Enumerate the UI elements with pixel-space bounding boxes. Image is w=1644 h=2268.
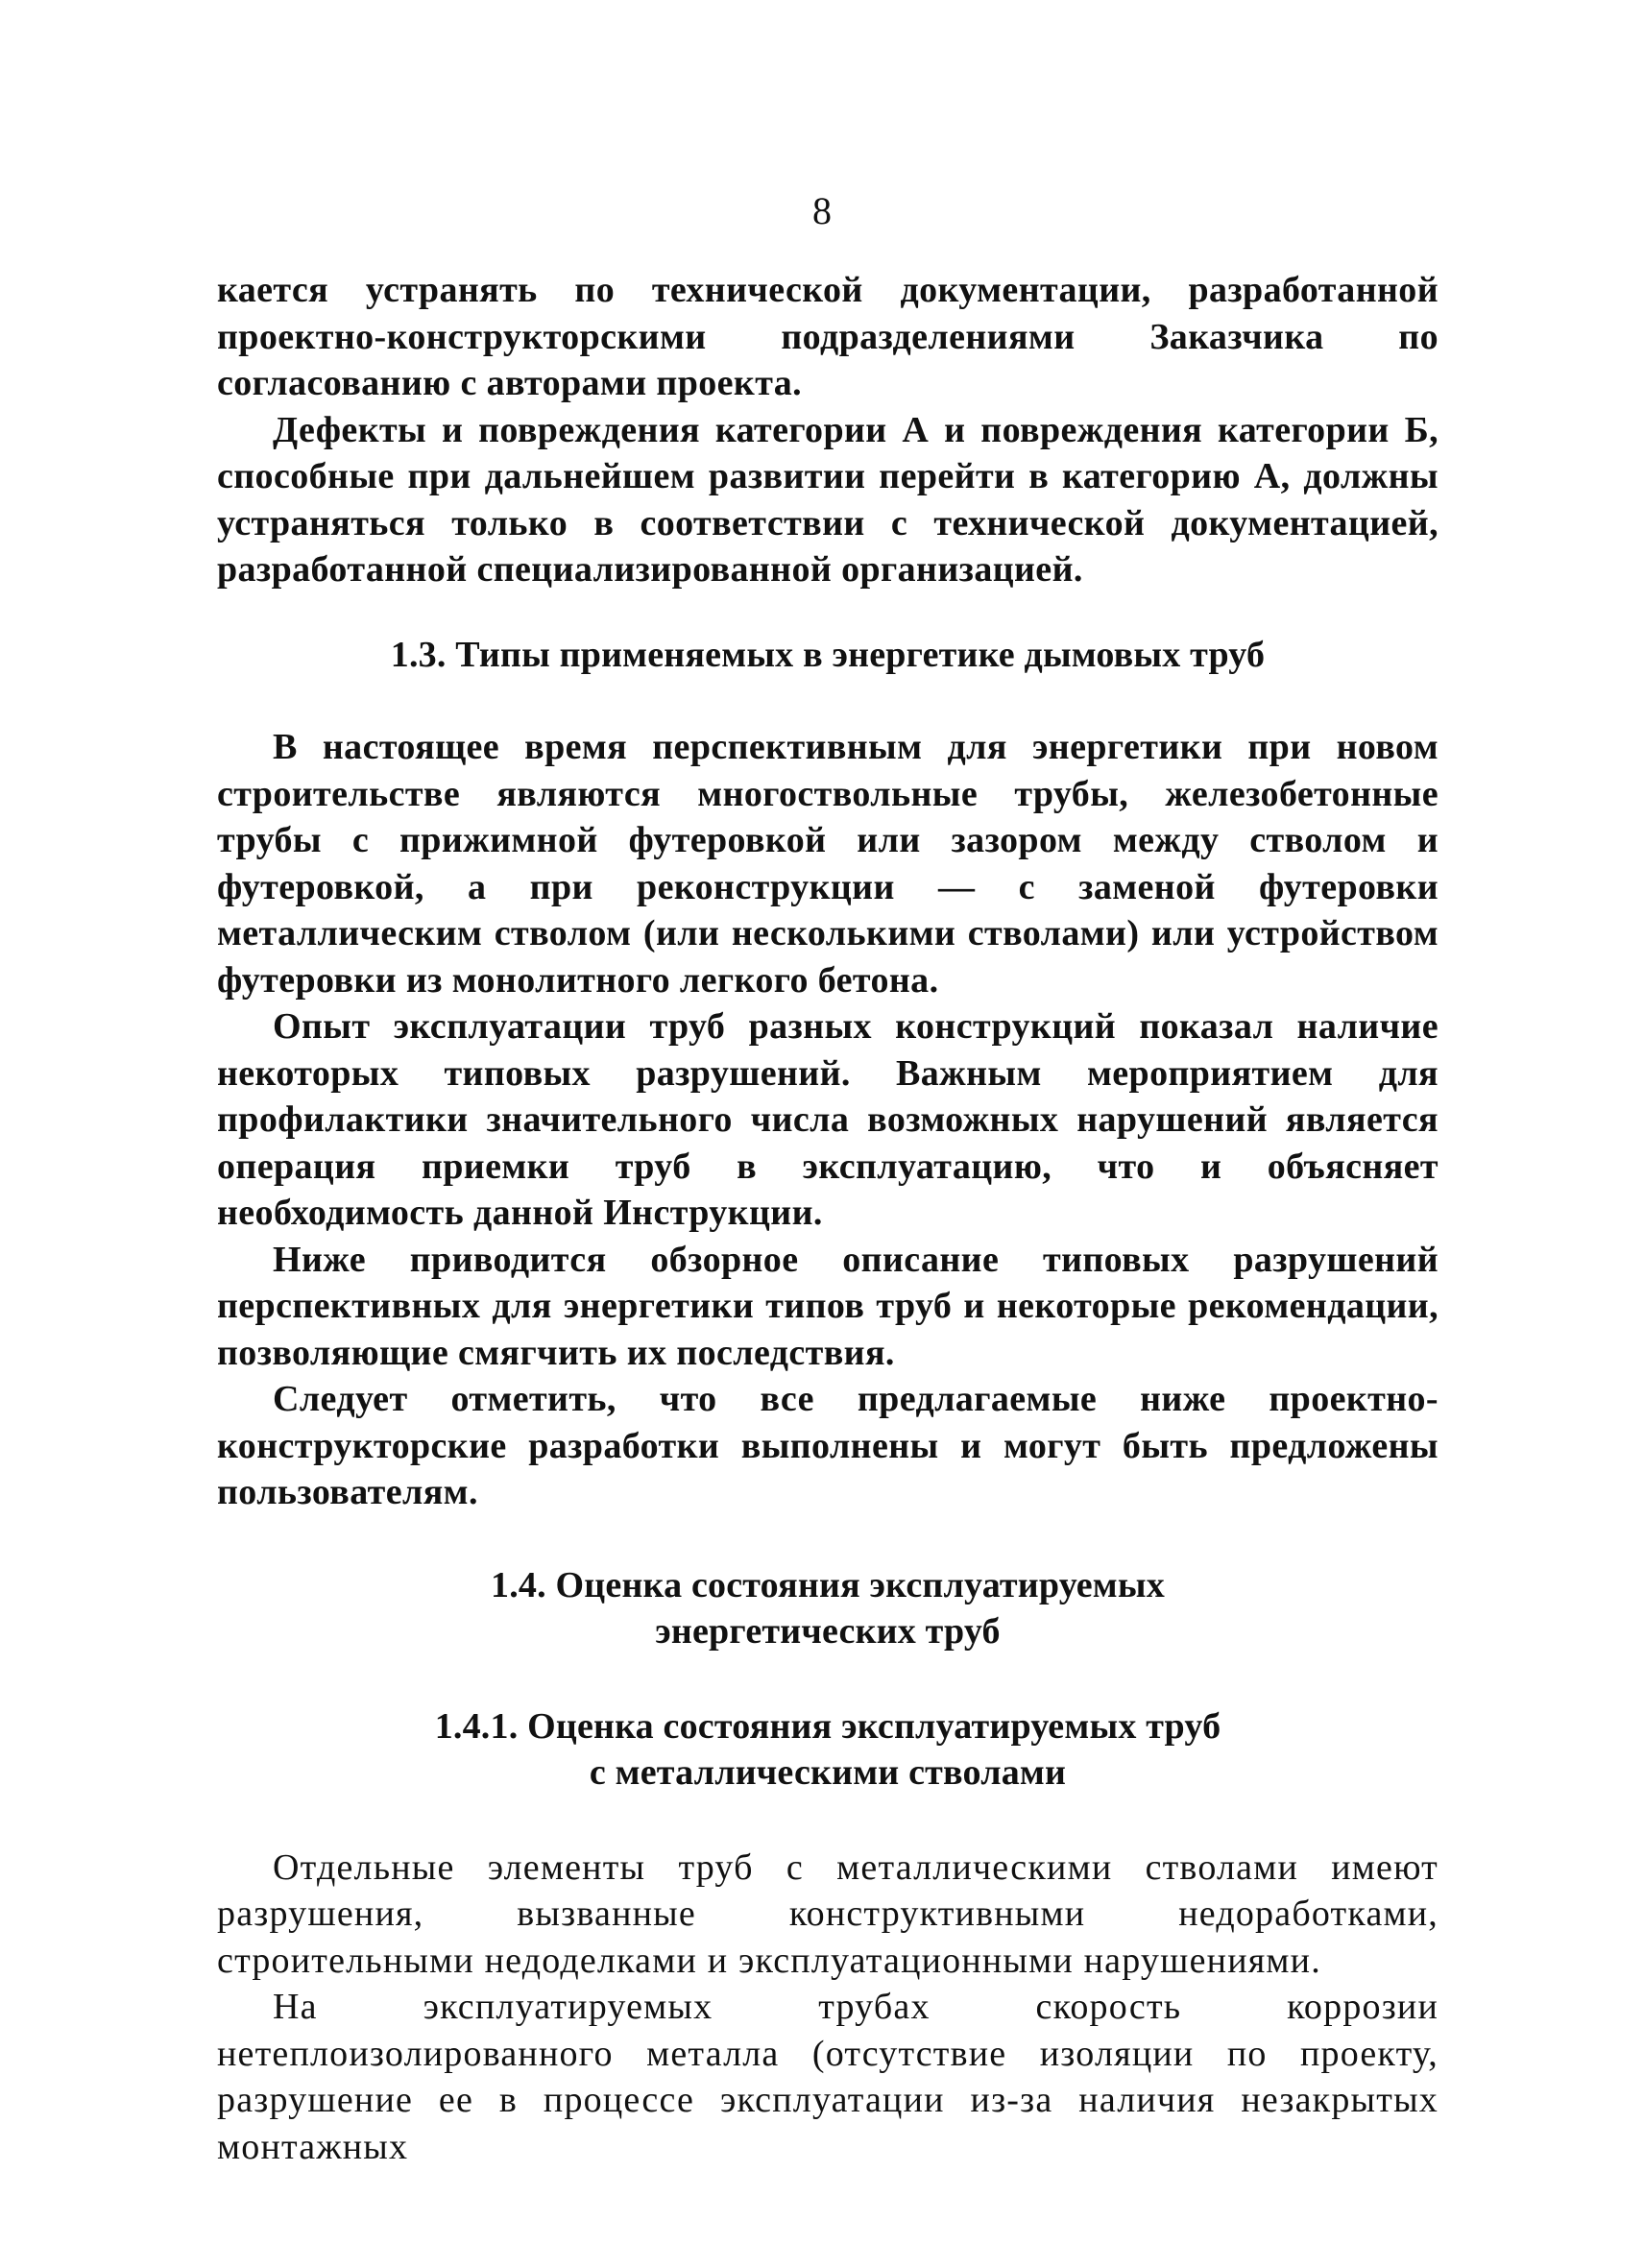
section-heading-1-4-line1: 1.4. Оценка состояния эксплуатируемых [491, 1564, 1165, 1605]
section-heading-1-4-1 [217, 1703, 1438, 1797]
paragraph-operation-experience: Опыт эксплуатации труб разных конструкций показал наличие некоторых типовых разрушений. Важным мероприятием для профилактики значительного числа возможных нарушений является операция приемки труб в эксплуатацию, что и объясняет необходимость данной Инструкции. [217, 1006, 1438, 1233]
page-content [217, 267, 1438, 2170]
section-heading-1-4 [217, 1562, 1438, 1655]
section-heading-1-3: 1.3. Типы применяемых в энергетике дымовых труб [390, 634, 1266, 675]
paragraph-corrosion: На эксплуатируемых трубах скорость коррозии нетеплоизолированного металла (отсутствие изоляции по проекту, разрушение ее в процессе эксплуатации из-за наличия незакрытых монтажных [217, 1987, 1438, 2167]
section-heading-1-4-1-line1: 1.4.1. Оценка состояния эксплуатируемых труб [434, 1705, 1221, 1747]
paragraph-note: Следует отметить, что все предлагаемые ниже проектно-конструкторские разработки выполнены и могут быть предложены пользователям. [217, 1379, 1438, 1512]
paragraph-metal-elements: Отдельные элементы труб с металлическими стволами имеют разрушения, вызванные конструктивными недоработками, строительными недоделками и эксплуатационными нарушениями. [217, 1846, 1438, 1981]
paragraph-overview: Ниже приводится обзорное описание типовых разрушений перспективных для энергетики типов труб и некоторые рекомендации, позволяющие смягчить их последствия. [217, 1239, 1438, 1373]
paragraph-prospective-pipes: В настоящее время перспективным для энергетики при новом строительстве являются многоствольные трубы, железобетонные трубы с прижимной футеровкой или зазором между стволом и футеровкой, а при реконструкции — с заменой футеровки металлическим стволом (или несколькими стволами) или устройством футеровки из монолитного легкого бетона. [217, 727, 1438, 1001]
section-heading-1-4-line2: энергетических труб [655, 1611, 1001, 1652]
page-number: 8 [812, 189, 832, 232]
section-heading-1-4-1-line2: с металлическими стволами [589, 1752, 1067, 1793]
paragraph-continuation: кается устранять по технической документации, разработанной проектно-конструкторскими подразделениями Заказчика по согласованию с авторами проекта. [217, 270, 1438, 403]
paragraph-defects: Дефекты и повреждения категории А и повреждения категории Б, способные при дальнейшем развитии перейти в категорию А, должны устраняться только в соответствии с технической документацией, разработанной специализированной организацией. [217, 409, 1438, 590]
